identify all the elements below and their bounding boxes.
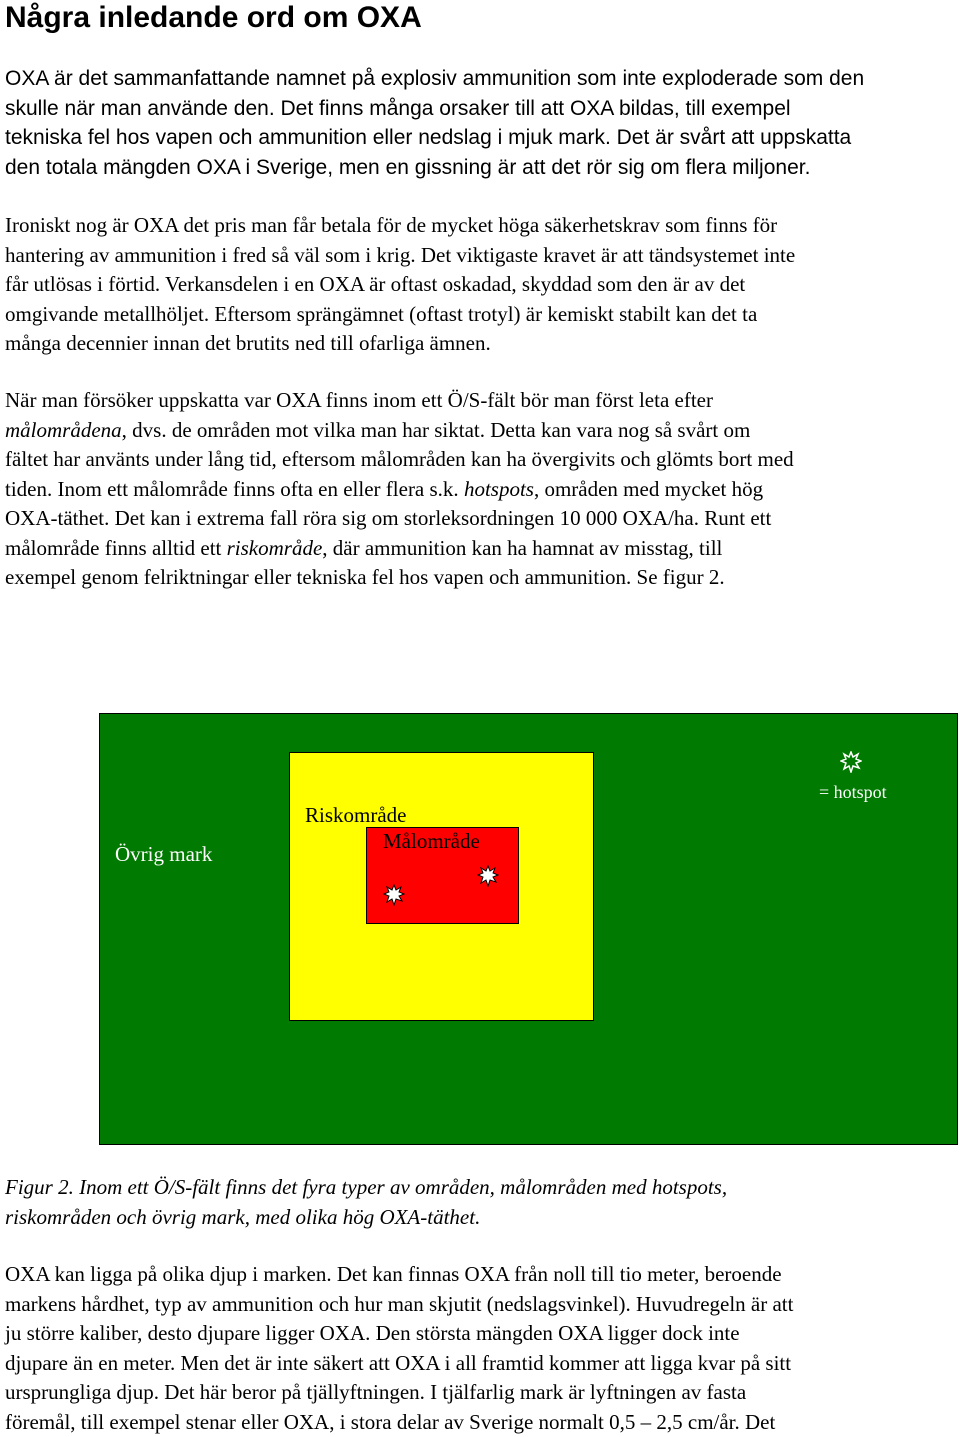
paragraph-line: föremål, till exempel stenar eller OXA, i stora delar av Sverige normalt 0,5 – 2,5 cm/år. Det	[5, 1408, 960, 1437]
figure-area-diagram	[99, 713, 958, 1145]
paragraph-line: får utlösas i förtid. Verkansdelen i en OXA är oftast oskadad, skyddad som den är av det	[5, 270, 960, 300]
paragraph-line: När man försöker uppskatta var OXA finns inom ett Ö/S-fält bör man först leta efter	[5, 386, 960, 416]
hotspot-burst-icon	[477, 865, 499, 887]
label-riskomrade: Riskområde	[305, 803, 406, 828]
paragraph-line	[5, 416, 960, 446]
paragraph-line: Ironiskt nog är OXA det pris man får betala för de mycket höga säkerhetskrav som finns för	[5, 211, 960, 241]
paragraph-line: fältet har använts under lång tid, eftersom målområden kan ha övergivits och glömts bort med	[5, 445, 960, 475]
term-riskomrade: riskområde	[227, 536, 323, 560]
paragraph-line: omgivande metallhöljet. Eftersom sprängämnet (oftast trotyl) är kemiskt stabilt kan det ta	[5, 300, 960, 330]
hotspot-burst-icon	[840, 751, 862, 773]
paragraph-line: ursprungliga djup. Det här beror på tjällyftningen. I tjälfarlig mark är lyftningen av fasta	[5, 1378, 960, 1408]
label-malomrade: Målområde	[383, 829, 480, 854]
paragraph-line: OXA kan ligga på olika djup i marken. Det kan finnas OXA från noll till tio meter, beroende	[5, 1260, 960, 1290]
paragraph-irony	[5, 211, 960, 359]
legend-hotspot-label: = hotspot	[819, 782, 887, 803]
term-malomradena: målområdena	[5, 418, 122, 442]
paragraph-depth	[5, 1260, 960, 1437]
caption-line: Figur 2. Inom ett Ö/S-fält finns det fyra typer av områden, målområden med hotspots,	[5, 1173, 727, 1203]
paragraph-target-areas	[5, 386, 960, 593]
paragraph-line: OXA är det sammanfattande namnet på explosiv ammunition som inte exploderade som den	[5, 64, 960, 94]
paragraph-line: OXA-täthet. Det kan i extrema fall röra sig om storleksordningen 10 000 OXA/ha. Runt ett	[5, 504, 960, 534]
page-heading: Några inledande ord om OXA	[5, 0, 422, 36]
paragraph-line: exempel genom felriktningar eller tekniska fel hos vapen och ammunition. Se figur 2.	[5, 563, 960, 593]
text-run: , där ammunition kan ha hamnat av misstag, till	[322, 536, 722, 560]
text-run: tiden. Inom ett målområde finns ofta en eller flera s.k.	[5, 477, 464, 501]
term-hotspots: hotspots	[464, 477, 534, 501]
text-run: , områden med mycket hög	[534, 477, 763, 501]
paragraph-line: tekniska fel hos vapen och ammunition eller nedslag i mjuk mark. Det är svårt att uppskatta	[5, 123, 960, 153]
paragraph-line: djupare än en meter. Men det är inte säkert att OXA i all framtid kommer att ligga kvar på sitt	[5, 1349, 960, 1379]
text-run: målområde finns alltid ett	[5, 536, 227, 560]
paragraph-line	[5, 475, 960, 505]
hotspot-burst-icon	[383, 884, 405, 906]
paragraph-line: ju större kaliber, desto djupare ligger OXA. Den största mängden OXA ligger dock inte	[5, 1319, 960, 1349]
caption-line: riskområden och övrig mark, med olika hög OXA-täthet.	[5, 1203, 727, 1233]
paragraph-intro	[5, 64, 960, 182]
paragraph-line: markens hårdhet, typ av ammunition och hur man skjutit (nedslagsvinkel). Huvudregeln är att	[5, 1290, 960, 1320]
paragraph-line	[5, 534, 960, 564]
paragraph-line: många decennier innan det brutits ned till ofarliga ämnen.	[5, 329, 960, 359]
text-run: , dvs. de områden mot vilka man har siktat. Detta kan vara nog så svårt om	[122, 418, 751, 442]
paragraph-line: hantering av ammunition i fred så väl som i krig. Det viktigaste kravet är att tändsystemet inte	[5, 241, 960, 271]
paragraph-line: skulle när man använde den. Det finns många orsaker till att OXA bildas, till exempel	[5, 94, 960, 124]
paragraph-line: den totala mängden OXA i Sverige, men en gissning är att det rör sig om flera miljoner.	[5, 153, 960, 183]
label-ovrig-mark: Övrig mark	[115, 842, 212, 867]
figure-caption	[5, 1173, 727, 1232]
